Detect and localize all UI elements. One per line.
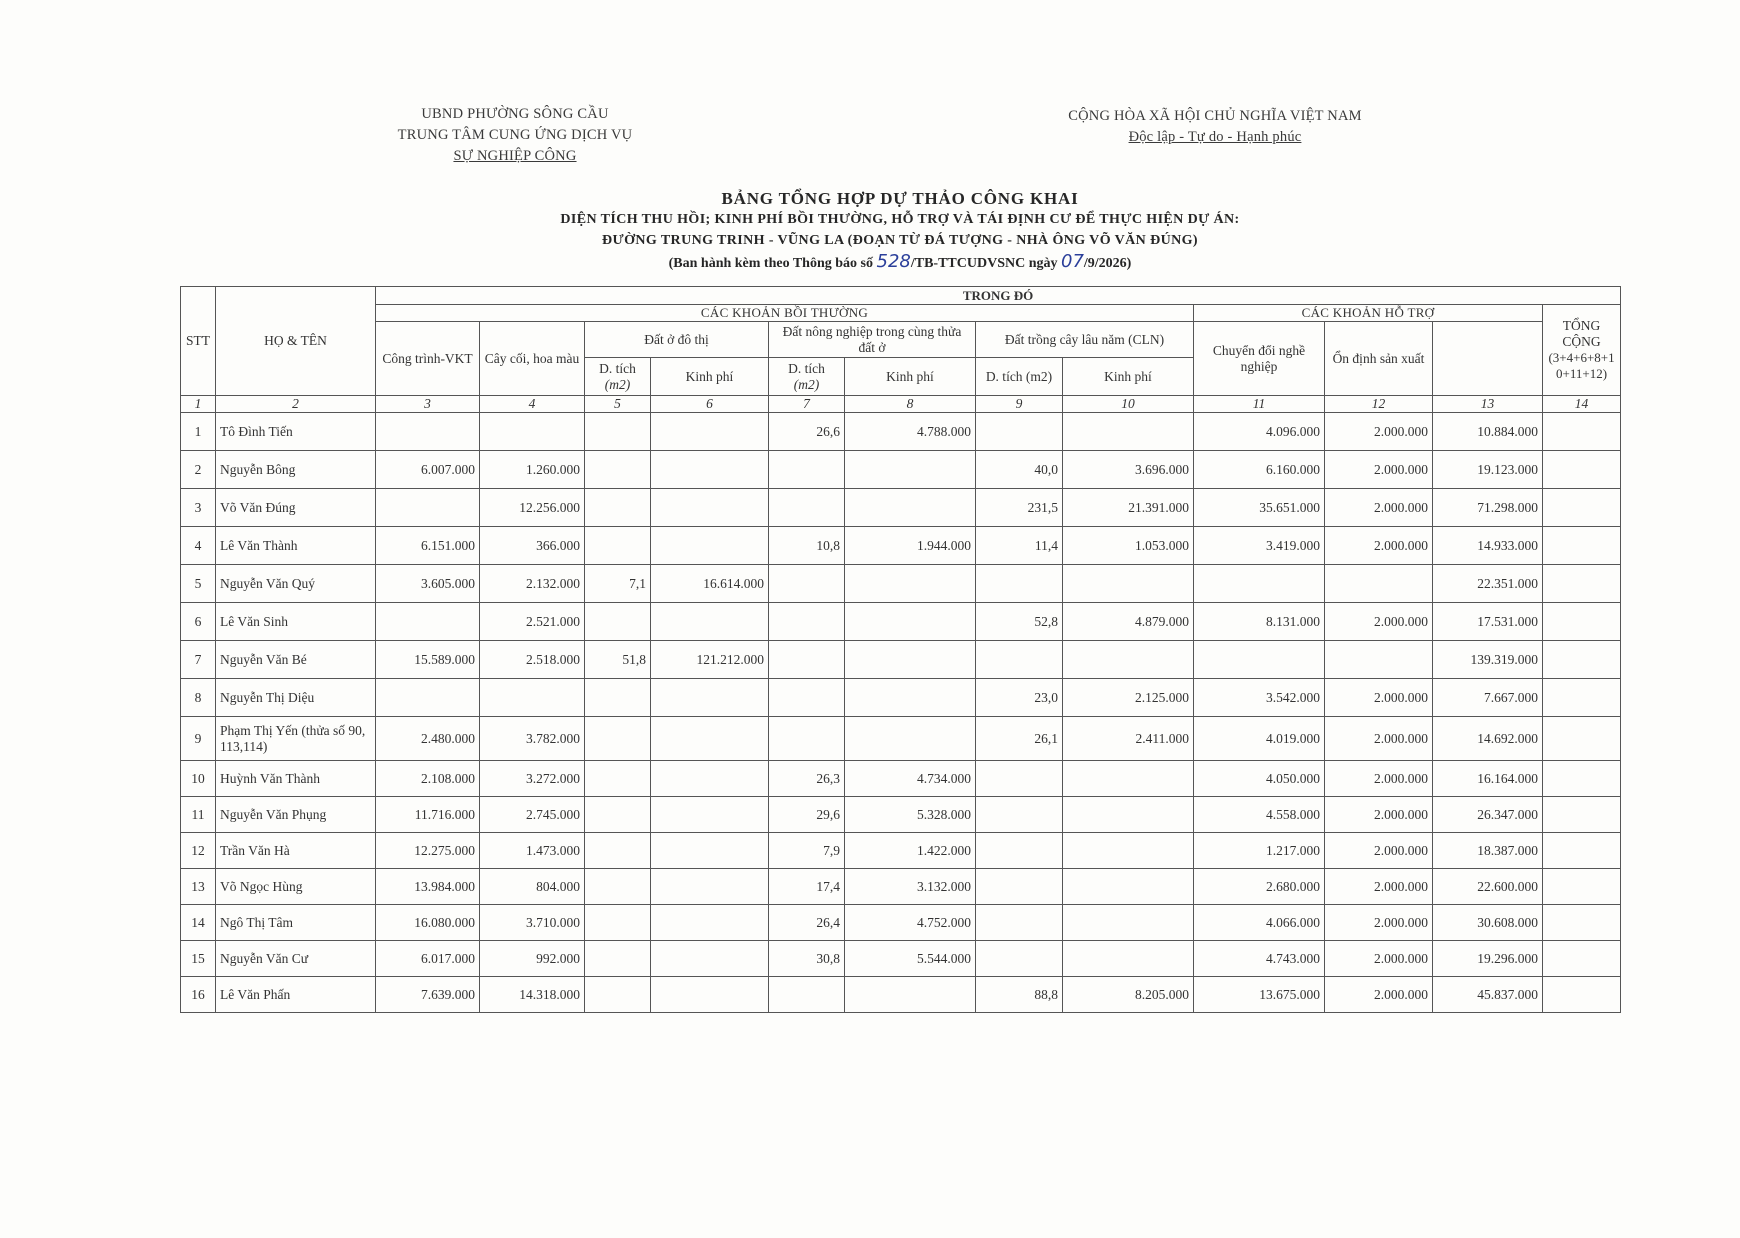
table-row — [181, 641, 1621, 679]
cell-ghi-chu — [1543, 603, 1621, 641]
cell-cln-kinhphi: 2.125.000 — [1063, 679, 1194, 717]
header-chuyen-doi: Chuyển đổi nghề nghiệp — [1194, 322, 1325, 396]
cell-dat-nn-dtich — [769, 451, 845, 489]
header-tong-cong — [1543, 305, 1621, 396]
cell-chuyen-doi: 8.131.000 — [1194, 603, 1325, 641]
table-row — [181, 451, 1621, 489]
cell-dat-nn-dtich: 29,6 — [769, 797, 845, 833]
cell-tong-cong: 14.933.000 — [1433, 527, 1543, 565]
cell-dat-nn-dtich — [769, 717, 845, 761]
cell-tong-cong: 7.667.000 — [1433, 679, 1543, 717]
header-ho-tro: CÁC KHOẢN HỖ TRỢ — [1194, 305, 1543, 322]
cell-chuyen-doi — [1194, 641, 1325, 679]
cell-dat-nn-dtich: 17,4 — [769, 869, 845, 905]
cell-cln-kinhphi — [1063, 641, 1194, 679]
cell-dat-nn-kinhphi: 4.788.000 — [845, 413, 976, 451]
cell-tong-cong: 22.351.000 — [1433, 565, 1543, 603]
cell-tong-cong: 139.319.000 — [1433, 641, 1543, 679]
cell-cln-kinhphi: 3.696.000 — [1063, 451, 1194, 489]
cell-cong-trinh: 13.984.000 — [376, 869, 480, 905]
cell-tong-cong: 18.387.000 — [1433, 833, 1543, 869]
table-row — [181, 717, 1621, 761]
header-trong-do: TRONG ĐÓ — [376, 287, 1621, 305]
col-number: 8 — [845, 396, 976, 413]
m2-label: (m2) — [793, 376, 820, 392]
title-line-4-suffix: /9/2026) — [1083, 256, 1132, 271]
col-number: 6 — [651, 396, 769, 413]
col-number: 10 — [1063, 396, 1194, 413]
table-row — [181, 833, 1621, 869]
cell-chuyen-doi: 6.160.000 — [1194, 451, 1325, 489]
title-line-3: ĐƯỜNG TRUNG TRINH - VŨNG LA (ĐOẠN TỪ ĐÁ TƯỢNG - NHÀ ÔNG VÕ VĂN ĐÚNG) — [602, 233, 1198, 248]
cell-ghi-chu — [1543, 797, 1621, 833]
cell-dat-nn-kinhphi — [845, 451, 976, 489]
cell-on-dinh: 2.000.000 — [1325, 797, 1433, 833]
cell-ghi-chu — [1543, 489, 1621, 527]
cell-stt: 8 — [181, 679, 216, 717]
cell-name: Trần Văn Hà — [216, 833, 376, 869]
cell-cln-dtich: 88,8 — [976, 977, 1063, 1013]
compensation-table — [180, 286, 1621, 1013]
cell-dat-o-kinhphi — [651, 527, 769, 565]
cell-cln-dtich: 11,4 — [976, 527, 1063, 565]
cell-stt: 3 — [181, 489, 216, 527]
cell-cln-kinhphi — [1063, 413, 1194, 451]
cell-cong-trinh: 3.605.000 — [376, 565, 480, 603]
country-name: CỘNG HÒA XÃ HỘI CHỦ NGHĨA VIỆT NAM — [1068, 108, 1362, 124]
cell-cln-kinhphi: 2.411.000 — [1063, 717, 1194, 761]
cell-dat-nn-kinhphi: 5.544.000 — [845, 941, 976, 977]
cell-cong-trinh — [376, 413, 480, 451]
cell-stt: 9 — [181, 717, 216, 761]
dtich-label: D. tích — [599, 360, 636, 376]
cell-cong-trinh: 7.639.000 — [376, 977, 480, 1013]
table-body — [181, 413, 1621, 1013]
cell-on-dinh: 2.000.000 — [1325, 941, 1433, 977]
cell-name: Võ Ngọc Hùng — [216, 869, 376, 905]
table-row — [181, 797, 1621, 833]
cell-dat-o-kinhphi — [651, 603, 769, 641]
cell-cln-dtich — [976, 869, 1063, 905]
cell-stt: 2 — [181, 451, 216, 489]
cell-name: Lê Văn Sinh — [216, 603, 376, 641]
cell-on-dinh: 2.000.000 — [1325, 905, 1433, 941]
cell-stt: 12 — [181, 833, 216, 869]
cell-chuyen-doi: 35.651.000 — [1194, 489, 1325, 527]
col-number: 4 — [480, 396, 585, 413]
cell-dat-nn-dtich — [769, 679, 845, 717]
cell-cong-trinh: 16.080.000 — [376, 905, 480, 941]
cell-dat-nn-dtich: 26,3 — [769, 761, 845, 797]
cell-dat-nn-kinhphi — [845, 679, 976, 717]
cell-dat-o-dtich: 51,8 — [585, 641, 651, 679]
cell-cln-dtich — [976, 941, 1063, 977]
cell-dat-nn-dtich — [769, 603, 845, 641]
cell-dat-o-kinhphi — [651, 489, 769, 527]
cell-name: Ngô Thị Tâm — [216, 905, 376, 941]
cell-chuyen-doi: 2.680.000 — [1194, 869, 1325, 905]
cell-dat-nn-kinhphi — [845, 977, 976, 1013]
cell-dat-o-kinhphi — [651, 869, 769, 905]
cell-tong-cong: 10.884.000 — [1433, 413, 1543, 451]
cell-ghi-chu — [1543, 833, 1621, 869]
cell-dat-nn-kinhphi — [845, 489, 976, 527]
issuer-line-3: SỰ NGHIỆP CÔNG — [453, 148, 577, 164]
cell-dat-o-kinhphi — [651, 451, 769, 489]
cell-cln-dtich: 231,5 — [976, 489, 1063, 527]
cell-cay-coi: 2.132.000 — [480, 565, 585, 603]
cell-chuyen-doi: 3.542.000 — [1194, 679, 1325, 717]
cell-tong-cong: 17.531.000 — [1433, 603, 1543, 641]
cell-ghi-chu — [1543, 905, 1621, 941]
cell-chuyen-doi: 1.217.000 — [1194, 833, 1325, 869]
cell-cln-dtich — [976, 565, 1063, 603]
cell-cong-trinh — [376, 489, 480, 527]
table-row — [181, 413, 1621, 451]
table-row — [181, 941, 1621, 977]
cell-dat-nn-dtich — [769, 489, 845, 527]
cell-ghi-chu — [1543, 977, 1621, 1013]
cell-ghi-chu — [1543, 869, 1621, 905]
cell-cay-coi: 804.000 — [480, 869, 585, 905]
cell-on-dinh: 2.000.000 — [1325, 833, 1433, 869]
cell-ghi-chu — [1543, 679, 1621, 717]
cell-cay-coi: 992.000 — [480, 941, 585, 977]
header-dat-o-kinhphi: Kinh phí — [651, 358, 769, 396]
cell-chuyen-doi: 4.743.000 — [1194, 941, 1325, 977]
cell-cln-dtich — [976, 761, 1063, 797]
cell-cay-coi: 2.745.000 — [480, 797, 585, 833]
cell-cln-kinhphi — [1063, 797, 1194, 833]
cell-stt: 13 — [181, 869, 216, 905]
header-dat-o-dtich — [585, 358, 651, 396]
cell-chuyen-doi: 4.019.000 — [1194, 717, 1325, 761]
cell-dat-o-dtich — [585, 527, 651, 565]
cell-cay-coi: 3.782.000 — [480, 717, 585, 761]
cell-chuyen-doi: 4.558.000 — [1194, 797, 1325, 833]
cell-cay-coi — [480, 679, 585, 717]
cell-dat-nn-dtich — [769, 641, 845, 679]
cell-cong-trinh: 6.007.000 — [376, 451, 480, 489]
cell-name: Nguyễn Văn Quý — [216, 565, 376, 603]
cell-ghi-chu — [1543, 641, 1621, 679]
cell-cln-kinhphi: 1.053.000 — [1063, 527, 1194, 565]
cell-on-dinh: 2.000.000 — [1325, 413, 1433, 451]
cell-stt: 4 — [181, 527, 216, 565]
cell-cong-trinh: 12.275.000 — [376, 833, 480, 869]
cell-name: Lê Văn Phấn — [216, 977, 376, 1013]
cell-dat-o-kinhphi — [651, 977, 769, 1013]
cell-name: Nguyễn Văn Bé — [216, 641, 376, 679]
cell-cong-trinh: 15.589.000 — [376, 641, 480, 679]
header-dat-nn-kinhphi: Kinh phí — [845, 358, 976, 396]
cell-dat-o-dtich — [585, 603, 651, 641]
cell-dat-o-kinhphi — [651, 797, 769, 833]
cell-stt: 11 — [181, 797, 216, 833]
header-cln-dtich: D. tích (m2) — [976, 358, 1063, 396]
cell-dat-nn-kinhphi: 3.132.000 — [845, 869, 976, 905]
cell-cong-trinh — [376, 603, 480, 641]
cell-dat-o-dtich — [585, 717, 651, 761]
cell-dat-o-kinhphi — [651, 761, 769, 797]
cell-dat-nn-kinhphi — [845, 603, 976, 641]
title-line-4-prefix: (Ban hành kèm theo Thông báo số — [668, 256, 877, 271]
national-motto-block — [1035, 106, 1395, 148]
cell-dat-o-dtich — [585, 905, 651, 941]
cell-cong-trinh: 6.017.000 — [376, 941, 480, 977]
cell-dat-o-kinhphi — [651, 941, 769, 977]
cell-on-dinh: 2.000.000 — [1325, 717, 1433, 761]
cell-cln-kinhphi — [1063, 869, 1194, 905]
cell-ghi-chu — [1543, 761, 1621, 797]
cell-dat-nn-dtich: 30,8 — [769, 941, 845, 977]
cell-cln-kinhphi — [1063, 941, 1194, 977]
cell-cln-dtich — [976, 905, 1063, 941]
col-number: 3 — [376, 396, 480, 413]
header-cay-coi: Cây cối, hoa màu — [480, 322, 585, 396]
cell-stt: 6 — [181, 603, 216, 641]
cell-cln-dtich: 52,8 — [976, 603, 1063, 641]
table-row — [181, 869, 1621, 905]
cell-cln-kinhphi — [1063, 905, 1194, 941]
cell-on-dinh: 2.000.000 — [1325, 869, 1433, 905]
table-row — [181, 679, 1621, 717]
header-cln-kinhphi: Kinh phí — [1063, 358, 1194, 396]
cell-cay-coi: 366.000 — [480, 527, 585, 565]
cell-dat-nn-dtich — [769, 977, 845, 1013]
cell-dat-nn-dtich: 26,4 — [769, 905, 845, 941]
cell-ghi-chu — [1543, 527, 1621, 565]
cell-dat-o-dtich: 7,1 — [585, 565, 651, 603]
cell-cay-coi: 1.260.000 — [480, 451, 585, 489]
cell-name: Phạm Thị Yến (thửa số 90, 113,114) — [216, 717, 376, 761]
cell-stt: 15 — [181, 941, 216, 977]
national-motto: Độc lập - Tự do - Hạnh phúc — [1128, 129, 1302, 145]
cell-stt: 14 — [181, 905, 216, 941]
cell-cay-coi: 3.272.000 — [480, 761, 585, 797]
cell-stt: 7 — [181, 641, 216, 679]
table-row — [181, 565, 1621, 603]
cell-tong-cong: 19.296.000 — [1433, 941, 1543, 977]
cell-cay-coi: 1.473.000 — [480, 833, 585, 869]
col-number: 11 — [1194, 396, 1325, 413]
cell-chuyen-doi: 13.675.000 — [1194, 977, 1325, 1013]
cell-dat-o-kinhphi — [651, 833, 769, 869]
header-dat-nn-dtich — [769, 358, 845, 396]
cell-on-dinh — [1325, 641, 1433, 679]
cell-dat-o-kinhphi — [651, 413, 769, 451]
cell-dat-o-dtich — [585, 489, 651, 527]
cell-chuyen-doi: 4.050.000 — [1194, 761, 1325, 797]
col-number: 14 — [1543, 396, 1621, 413]
cell-cay-coi: 3.710.000 — [480, 905, 585, 941]
cell-tong-cong: 16.164.000 — [1433, 761, 1543, 797]
cell-dat-nn-kinhphi — [845, 717, 976, 761]
cell-on-dinh — [1325, 565, 1433, 603]
cell-cln-kinhphi — [1063, 833, 1194, 869]
cell-on-dinh: 2.000.000 — [1325, 761, 1433, 797]
cell-dat-o-dtich — [585, 413, 651, 451]
cell-chuyen-doi — [1194, 565, 1325, 603]
m2-label: (m2) — [604, 376, 631, 392]
column-number-row — [181, 396, 1621, 413]
cell-tong-cong: 19.123.000 — [1433, 451, 1543, 489]
cell-dat-o-dtich — [585, 977, 651, 1013]
col-number: 2 — [216, 396, 376, 413]
cell-name: Tô Đình Tiến — [216, 413, 376, 451]
col-number: 13 — [1433, 396, 1543, 413]
cell-dat-o-dtich — [585, 761, 651, 797]
cell-dat-o-dtich — [585, 679, 651, 717]
cell-cln-dtich: 26,1 — [976, 717, 1063, 761]
cell-cln-dtich — [976, 797, 1063, 833]
cell-cay-coi: 14.318.000 — [480, 977, 585, 1013]
cell-dat-nn-dtich — [769, 565, 845, 603]
table-row — [181, 527, 1621, 565]
header-name: HỌ & TÊN — [216, 287, 376, 396]
table-row — [181, 977, 1621, 1013]
cell-stt: 16 — [181, 977, 216, 1013]
cell-dat-o-dtich — [585, 941, 651, 977]
cell-tong-cong: 30.608.000 — [1433, 905, 1543, 941]
col-number: 7 — [769, 396, 845, 413]
header-dat-o: Đất ở đô thị — [585, 322, 769, 358]
cell-on-dinh: 2.000.000 — [1325, 527, 1433, 565]
cell-dat-o-kinhphi: 121.212.000 — [651, 641, 769, 679]
cell-dat-o-kinhphi — [651, 717, 769, 761]
cell-cln-kinhphi: 4.879.000 — [1063, 603, 1194, 641]
table-row — [181, 905, 1621, 941]
col-number: 12 — [1325, 396, 1433, 413]
handwritten-day: 07 — [1061, 251, 1084, 272]
cell-on-dinh: 2.000.000 — [1325, 977, 1433, 1013]
cell-dat-o-dtich — [585, 797, 651, 833]
cell-on-dinh: 2.000.000 — [1325, 679, 1433, 717]
document-title — [400, 188, 1400, 274]
cell-name: Nguyễn Thị Diệu — [216, 679, 376, 717]
cell-dat-nn-kinhphi: 4.752.000 — [845, 905, 976, 941]
cell-dat-nn-dtich: 10,8 — [769, 527, 845, 565]
cell-name: Võ Văn Đúng — [216, 489, 376, 527]
table-row — [181, 761, 1621, 797]
handwritten-notice-number: 528 — [876, 251, 911, 272]
cell-ghi-chu — [1543, 451, 1621, 489]
cell-cln-kinhphi — [1063, 565, 1194, 603]
cell-tong-cong: 22.600.000 — [1433, 869, 1543, 905]
cell-cay-coi: 12.256.000 — [480, 489, 585, 527]
cell-chuyen-doi: 4.066.000 — [1194, 905, 1325, 941]
cell-cln-kinhphi: 21.391.000 — [1063, 489, 1194, 527]
cell-cong-trinh — [376, 679, 480, 717]
title-line-1: BẢNG TỔNG HỢP DỰ THẢO CÔNG KHAI — [721, 189, 1079, 208]
header-on-dinh: Ổn định sản xuất — [1325, 322, 1433, 396]
table-row — [181, 603, 1621, 641]
cell-name: Nguyễn Bông — [216, 451, 376, 489]
cell-tong-cong: 14.692.000 — [1433, 717, 1543, 761]
cell-dat-nn-kinhphi — [845, 565, 976, 603]
cell-ghi-chu — [1543, 565, 1621, 603]
col-number: 5 — [585, 396, 651, 413]
cell-cong-trinh: 11.716.000 — [376, 797, 480, 833]
cell-dat-nn-dtich: 26,6 — [769, 413, 845, 451]
cell-cong-trinh: 2.108.000 — [376, 761, 480, 797]
header-dat-nn: Đất nông nghiệp trong cùng thửa đất ở — [769, 322, 976, 358]
cell-dat-nn-kinhphi: 1.944.000 — [845, 527, 976, 565]
cell-tong-cong: 71.298.000 — [1433, 489, 1543, 527]
cell-name: Lê Văn Thành — [216, 527, 376, 565]
cell-name: Nguyễn Văn Phụng — [216, 797, 376, 833]
cell-cay-coi: 2.521.000 — [480, 603, 585, 641]
cell-cong-trinh: 6.151.000 — [376, 527, 480, 565]
cell-cln-dtich — [976, 641, 1063, 679]
cell-cay-coi — [480, 413, 585, 451]
issuer-block — [350, 104, 680, 167]
title-line-2: DIỆN TÍCH THU HỒI; KINH PHÍ BỒI THƯỜNG, HỖ TRỢ VÀ TÁI ĐỊNH CƯ ĐỂ THỰC HIỆN DỰ ÁN: — [560, 212, 1240, 227]
cell-chuyen-doi: 4.096.000 — [1194, 413, 1325, 451]
cell-cln-dtich — [976, 413, 1063, 451]
cell-cln-dtich — [976, 833, 1063, 869]
cell-dat-nn-kinhphi — [845, 641, 976, 679]
cell-cln-kinhphi — [1063, 761, 1194, 797]
cell-ghi-chu — [1543, 413, 1621, 451]
cell-tong-cong: 26.347.000 — [1433, 797, 1543, 833]
title-line-4-mid: /TB-TTCUDVSNC ngày — [910, 256, 1061, 271]
header-dat-cln: Đất trồng cây lâu năm (CLN) — [976, 322, 1194, 358]
cell-cay-coi: 2.518.000 — [480, 641, 585, 679]
table-row — [181, 489, 1621, 527]
cell-stt: 5 — [181, 565, 216, 603]
header-stt: STT — [181, 287, 216, 396]
cell-dat-o-kinhphi — [651, 679, 769, 717]
tong-cong-label: TỔNG CỘNG — [1562, 318, 1601, 349]
cell-dat-o-dtich — [585, 869, 651, 905]
cell-dat-nn-kinhphi: 4.734.000 — [845, 761, 976, 797]
cell-dat-nn-dtich: 7,9 — [769, 833, 845, 869]
cell-stt: 10 — [181, 761, 216, 797]
cell-dat-o-dtich — [585, 451, 651, 489]
cell-on-dinh: 2.000.000 — [1325, 451, 1433, 489]
cell-dat-nn-kinhphi: 1.422.000 — [845, 833, 976, 869]
header-cong-trinh: Công trình-VKT — [376, 322, 480, 396]
issuer-line-1: UBND PHƯỜNG SÔNG CẦU — [421, 106, 609, 122]
cell-ghi-chu — [1543, 941, 1621, 977]
cell-name: Huỳnh Văn Thành — [216, 761, 376, 797]
issuer-line-2: TRUNG TÂM CUNG ỨNG DỊCH VỤ — [397, 127, 633, 143]
cell-cln-dtich: 40,0 — [976, 451, 1063, 489]
cell-name: Nguyễn Văn Cư — [216, 941, 376, 977]
cell-ghi-chu — [1543, 717, 1621, 761]
cell-chuyen-doi: 3.419.000 — [1194, 527, 1325, 565]
cell-dat-o-dtich — [585, 833, 651, 869]
cell-on-dinh: 2.000.000 — [1325, 489, 1433, 527]
cell-stt: 1 — [181, 413, 216, 451]
cell-dat-o-kinhphi — [651, 905, 769, 941]
title-line-4 — [400, 251, 1400, 274]
cell-cln-kinhphi: 8.205.000 — [1063, 977, 1194, 1013]
col-number: 9 — [976, 396, 1063, 413]
cell-dat-o-kinhphi: 16.614.000 — [651, 565, 769, 603]
dtich-label: D. tích — [788, 360, 825, 376]
cell-cln-dtich: 23,0 — [976, 679, 1063, 717]
header-boi-thuong: CÁC KHOẢN BỒI THƯỜNG — [376, 305, 1194, 322]
col-number: 1 — [181, 396, 216, 413]
tong-cong-formula: (3+4+6+8+10+11+12) — [1548, 350, 1615, 381]
cell-on-dinh: 2.000.000 — [1325, 603, 1433, 641]
cell-cong-trinh: 2.480.000 — [376, 717, 480, 761]
cell-dat-nn-kinhphi: 5.328.000 — [845, 797, 976, 833]
cell-tong-cong: 45.837.000 — [1433, 977, 1543, 1013]
